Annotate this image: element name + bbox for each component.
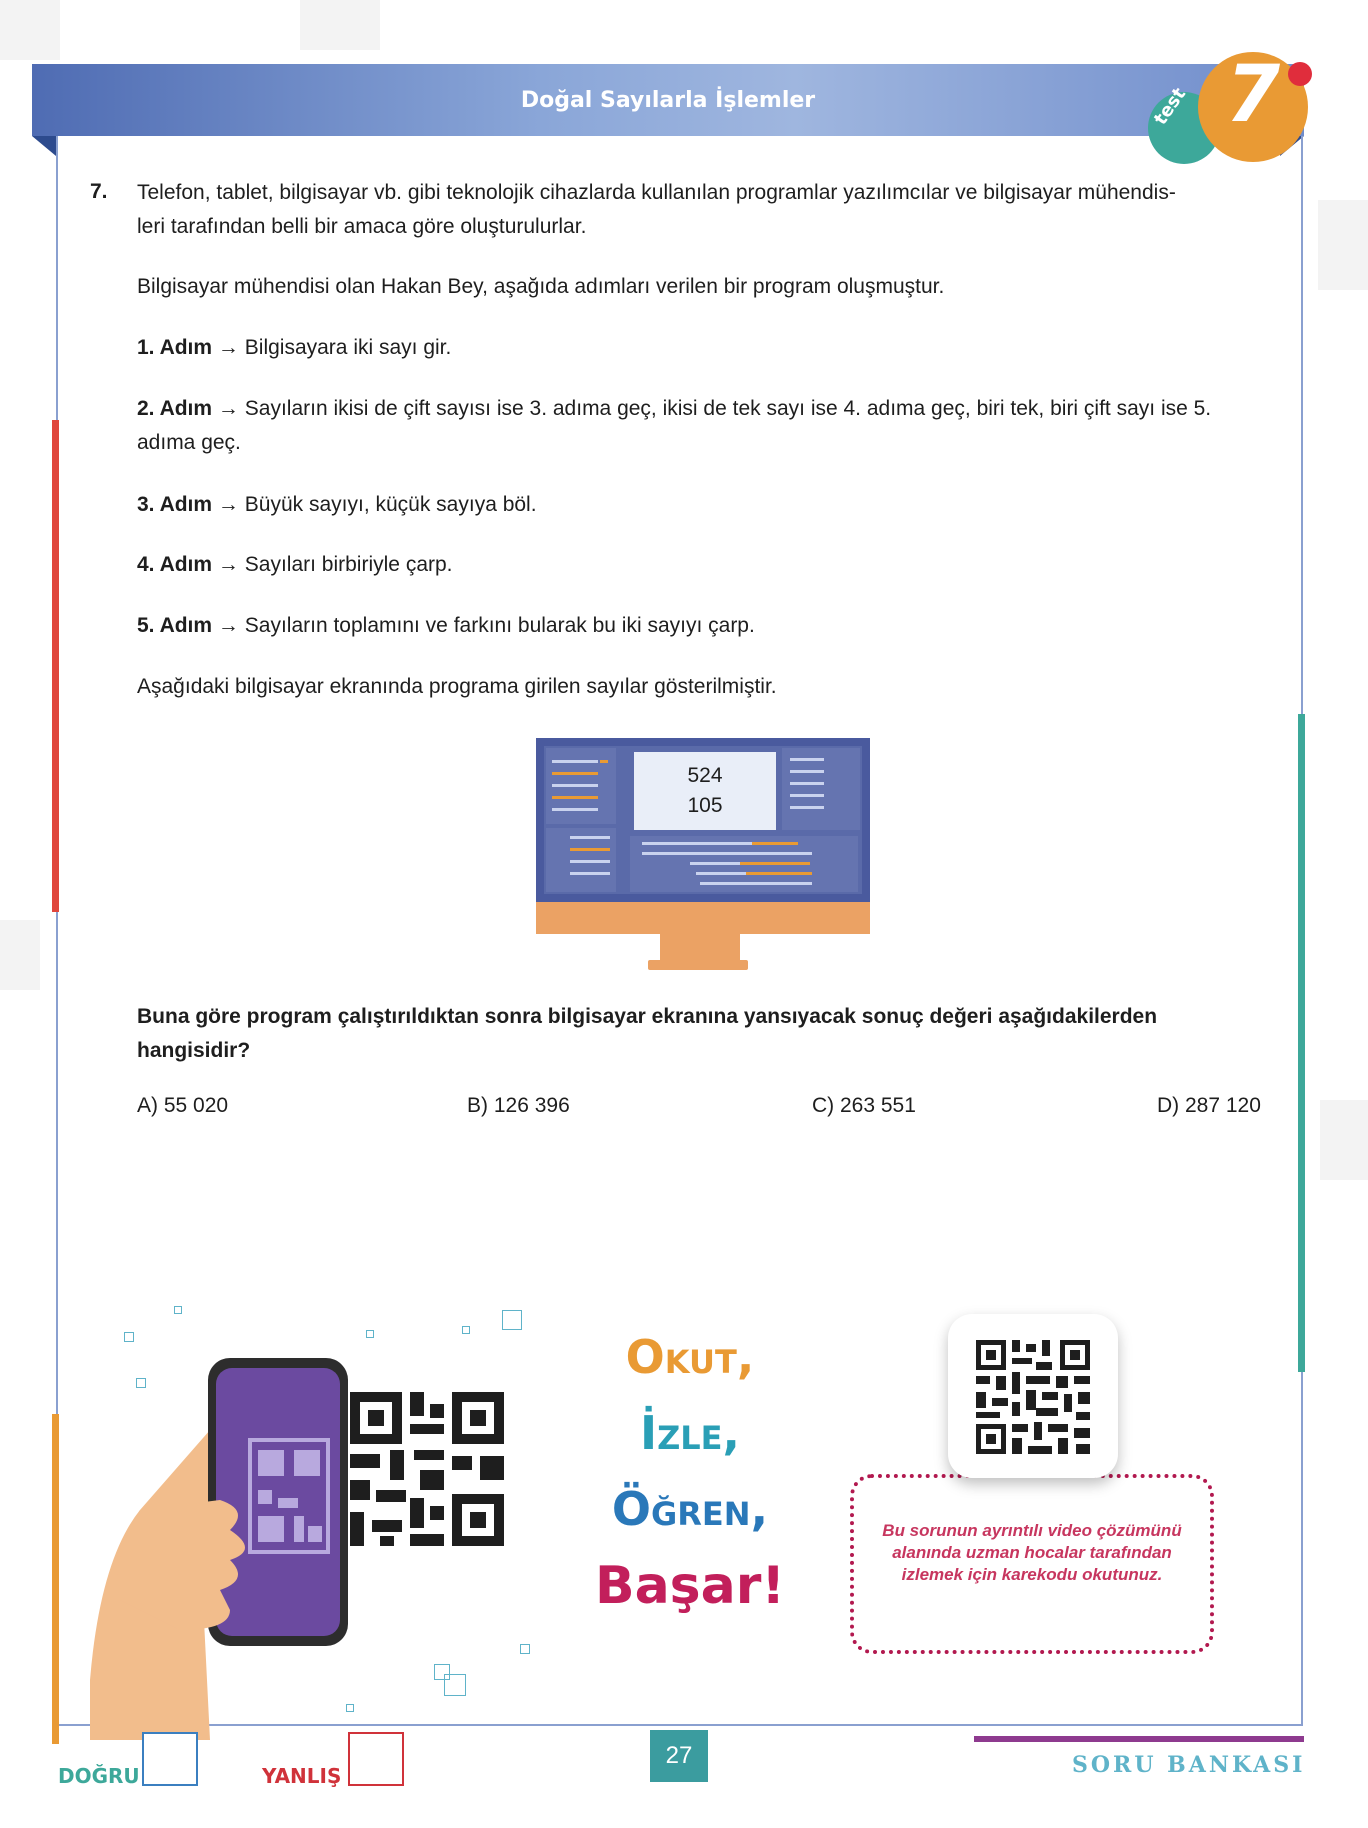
decor-square (346, 1704, 354, 1712)
intro-line-1: Telefon, tablet, bilgisayar vb. gibi teknolojik cihazlarda kullanılan programlar yazılımcılar ve bilgisayar mühendis- (137, 181, 1176, 204)
qr-code[interactable] (976, 1340, 1090, 1454)
arrow-icon: → (217, 397, 239, 420)
qr-instruction: Bu sorunun ayrıntılı video çözümünü alanında uzman hocalar tarafından izlemek için karekodu okutunuz. (882, 1521, 1182, 1584)
panel-line (570, 860, 610, 863)
step-label: 4. Adım (137, 553, 213, 576)
question-prompt: Buna göre program çalıştırıldıktan sonra bilgisayar ekranına yansıyacak sonuç değeri aşağıdakilerden hangisidir? (137, 1005, 1158, 1062)
choice-a[interactable]: A) 55 020 (137, 1094, 229, 1117)
decor-square (520, 1644, 530, 1654)
arrow-icon: → (217, 553, 239, 576)
decor-square (462, 1326, 470, 1334)
header-fold-left (32, 136, 56, 156)
panel-line (790, 782, 824, 785)
panel-line (552, 760, 598, 763)
screen-caption: Aşağıdaki bilgisayar ekranında programa girilen sayılar gösterilmiştir. (137, 675, 777, 698)
step-text: Büyük sayıyı, küçük sayıya böl. (244, 493, 537, 516)
step-1 (137, 331, 1272, 365)
accent-bar-red (52, 420, 59, 912)
step-5 (137, 609, 1272, 643)
step-label: 3. Adım (137, 493, 213, 516)
background-tile (300, 0, 380, 50)
promo-word-izle: İzle, (639, 1406, 741, 1460)
display-number-2: 105 (687, 794, 723, 817)
panel-line (790, 806, 824, 809)
accent-bar-green (1298, 714, 1305, 1372)
panel-line (790, 794, 824, 797)
large-qr (350, 1392, 504, 1546)
arrow-icon: → (217, 336, 239, 359)
badge-dot (1288, 62, 1312, 86)
panel-line (552, 784, 598, 787)
choice-b[interactable]: B) 126 396 (467, 1094, 570, 1117)
panel-line (570, 872, 610, 875)
wrong-box[interactable] (348, 1732, 404, 1786)
decor-square (366, 1330, 374, 1338)
choice-c[interactable]: C) 263 551 (812, 1094, 916, 1117)
panel-line (790, 770, 824, 773)
step-text: Sayıları birbiriyle çarp. (244, 553, 453, 576)
test-number: 7 (1225, 50, 1281, 140)
step-label: 2. Adım (137, 397, 213, 420)
panel-line (570, 848, 610, 851)
panel-line (642, 852, 812, 855)
monitor-stand-neck (660, 934, 740, 960)
choice-d[interactable]: D) 287 120 (1157, 1094, 1261, 1117)
background-tile (1320, 1100, 1368, 1180)
panel-line (740, 862, 810, 865)
step-text: Bilgisayara iki sayı gir. (244, 336, 452, 359)
background-tile (1318, 200, 1368, 290)
panel-line (690, 862, 740, 865)
panel-line (746, 872, 812, 875)
promo-word-basar: Başar! (594, 1556, 786, 1616)
panel-line (696, 872, 746, 875)
footer-line (974, 1736, 1304, 1742)
decor-square (174, 1306, 182, 1314)
series-name: SORU BANKASI (1072, 1752, 1306, 1778)
panel-line (752, 842, 798, 845)
decor-square (502, 1310, 522, 1330)
panel-line (700, 882, 812, 885)
test-label: test (1149, 84, 1191, 129)
step-text: Sayıların ikisi de çift sayısı ise 3. adıma geç, ikisi de tek sayı ise 4. adıma geç, biri tek, biri çift sayı ise 5. adıma geç. (137, 397, 1212, 454)
arrow-icon: → (217, 493, 239, 516)
panel-line (552, 808, 598, 811)
decor-square (444, 1674, 466, 1696)
intro-line-2: leri tarafından belli bir amaca göre oluşturulurlar. (137, 215, 587, 238)
monitor-stand-foot (648, 960, 748, 970)
question-intro (137, 176, 1272, 244)
page-number: 27 (650, 1730, 708, 1782)
step-2 (137, 392, 1272, 460)
promo-word-ogren: Öğren, (611, 1482, 769, 1536)
decor-square (136, 1378, 146, 1388)
panel-line (552, 796, 598, 799)
panel-line (790, 758, 824, 761)
panel-line (570, 836, 610, 839)
number-display (634, 752, 776, 830)
step-label: 5. Adım (137, 614, 213, 637)
panel-line (600, 760, 608, 763)
step-text: Sayıların toplamını ve farkını bularak bu iki sayıyı çarp. (244, 614, 755, 637)
accent-bar-orange (52, 1414, 59, 1744)
panel-line (642, 842, 752, 845)
display-number-1: 524 (687, 764, 723, 787)
page-header (32, 64, 1304, 136)
question-sentence: Bilgisayar mühendisi olan Hakan Bey, aşağıda adımları verilen bir program oluşmuştur. (137, 275, 945, 298)
step-3 (137, 488, 1272, 522)
promo-word-okut: Okut, (625, 1330, 755, 1384)
monitor-stand-base (536, 902, 870, 934)
decor-square (124, 1332, 134, 1342)
correct-label: DOĞRU (58, 1764, 140, 1788)
page-title: Doğal Sayılarla İşlemler (520, 88, 816, 113)
step-4 (137, 548, 1272, 582)
wrong-label: YANLIŞ (262, 1764, 342, 1788)
background-tile (0, 0, 60, 60)
question-number: 7. (90, 180, 108, 203)
arrow-icon: → (217, 614, 239, 637)
background-tile (0, 920, 40, 990)
step-label: 1. Adım (137, 336, 213, 359)
correct-box[interactable] (142, 1732, 198, 1786)
panel-line (552, 772, 598, 775)
